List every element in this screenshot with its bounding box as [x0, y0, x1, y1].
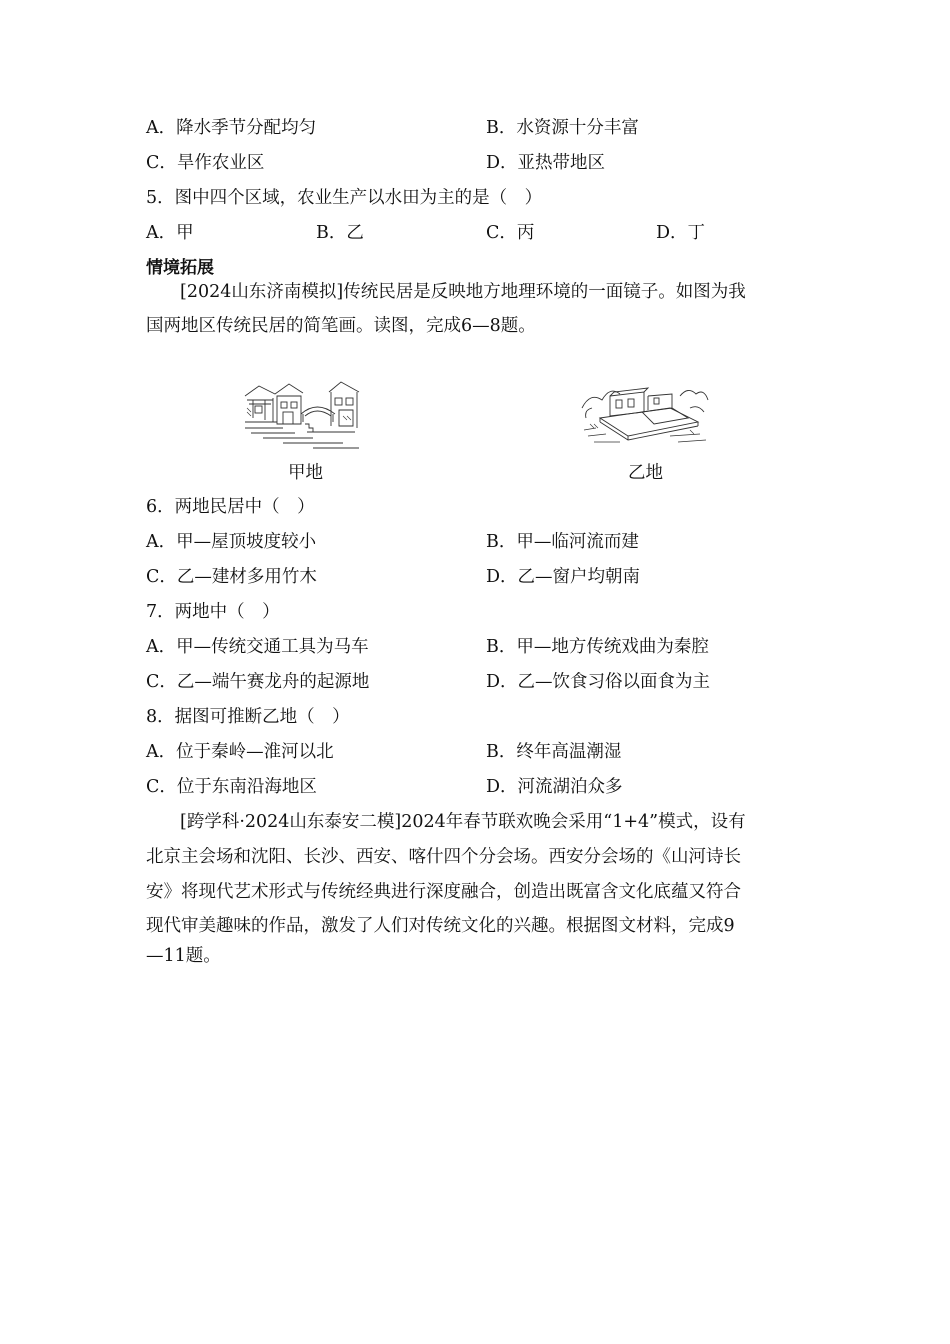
section-heading: 情境拓展: [146, 258, 214, 278]
q7-option-d: D．乙—饮食习俗以面食为主: [486, 672, 711, 692]
q6-option-b: B．甲—临河流而建: [486, 532, 639, 552]
q5-option-a: A．甲: [146, 223, 194, 243]
intro2-line5: —11题。: [146, 946, 221, 966]
q5-option-d: D．丁: [656, 223, 706, 243]
q4-option-d: D．亚热带地区: [486, 153, 606, 173]
intro1-line2: 国两地区传统民居的简笔画。读图，完成6—8题。: [146, 316, 536, 336]
q4-option-b: B．水资源十分丰富: [486, 118, 639, 138]
figure-left-caption: 甲地: [288, 463, 323, 483]
figure-right-sketch: [580, 378, 710, 450]
q8-stem: 8．据图可推断乙地（ ）: [146, 707, 350, 727]
q5-option-c: C．丙: [486, 223, 535, 243]
q4-option-c: C．旱作农业区: [146, 153, 265, 173]
q6-option-c: C．乙—建材多用竹木: [146, 567, 317, 587]
intro1-text-line1: 传统民居是反映地方地理环境的一面镜子。如图为我: [343, 282, 746, 302]
q5-stem: 5．图中四个区域，农业生产以水田为主的是（ ）: [146, 188, 543, 208]
riverside-houses-sketch: [243, 378, 361, 450]
q6-option-a: A．甲—屋顶坡度较小: [146, 532, 317, 552]
intro1-line1: [180, 280, 746, 304]
q5-option-b: B．乙: [316, 223, 364, 243]
intro2-line1: [跨学科·2024山东泰安二模]2024年春节联欢晚会采用“1+4”模式，设有: [180, 812, 746, 832]
courtyard-house-sketch: [580, 378, 710, 450]
q8-option-b: B．终年高温潮湿: [486, 742, 622, 762]
q4-option-a: A．降水季节分配均匀: [146, 118, 317, 138]
q7-stem: 7．两地中（ ）: [146, 602, 280, 622]
intro2-line2: 北京主会场和沈阳、长沙、西安、喀什四个分会场。西安分会场的《山河诗长: [146, 847, 741, 867]
q8-option-a: A．位于秦岭—淮河以北: [146, 742, 334, 762]
figure-left-sketch: [243, 378, 361, 450]
q7-option-c: C．乙—端午赛龙舟的起源地: [146, 672, 370, 692]
intro1-source: [2024山东济南模拟]: [180, 282, 344, 302]
intro2-line4: 现代审美趣味的作品，激发了人们对传统文化的兴趣。根据图文材料，完成9: [146, 916, 735, 936]
figure-right-caption: 乙地: [628, 463, 663, 483]
q6-stem: 6．两地民居中（ ）: [146, 497, 315, 517]
q7-option-a: A．甲—传统交通工具为马车: [146, 637, 369, 657]
q8-option-d: D．河流湖泊众多: [486, 777, 623, 797]
q8-option-c: C．位于东南沿海地区: [146, 777, 317, 797]
q6-option-d: D．乙—窗户均朝南: [486, 567, 641, 587]
q7-option-b: B．甲—地方传统戏曲为秦腔: [486, 637, 709, 657]
intro2-line3: 安》将现代艺术形式与传统经典进行深度融合，创造出既富含文化底蕴又符合: [146, 882, 741, 902]
